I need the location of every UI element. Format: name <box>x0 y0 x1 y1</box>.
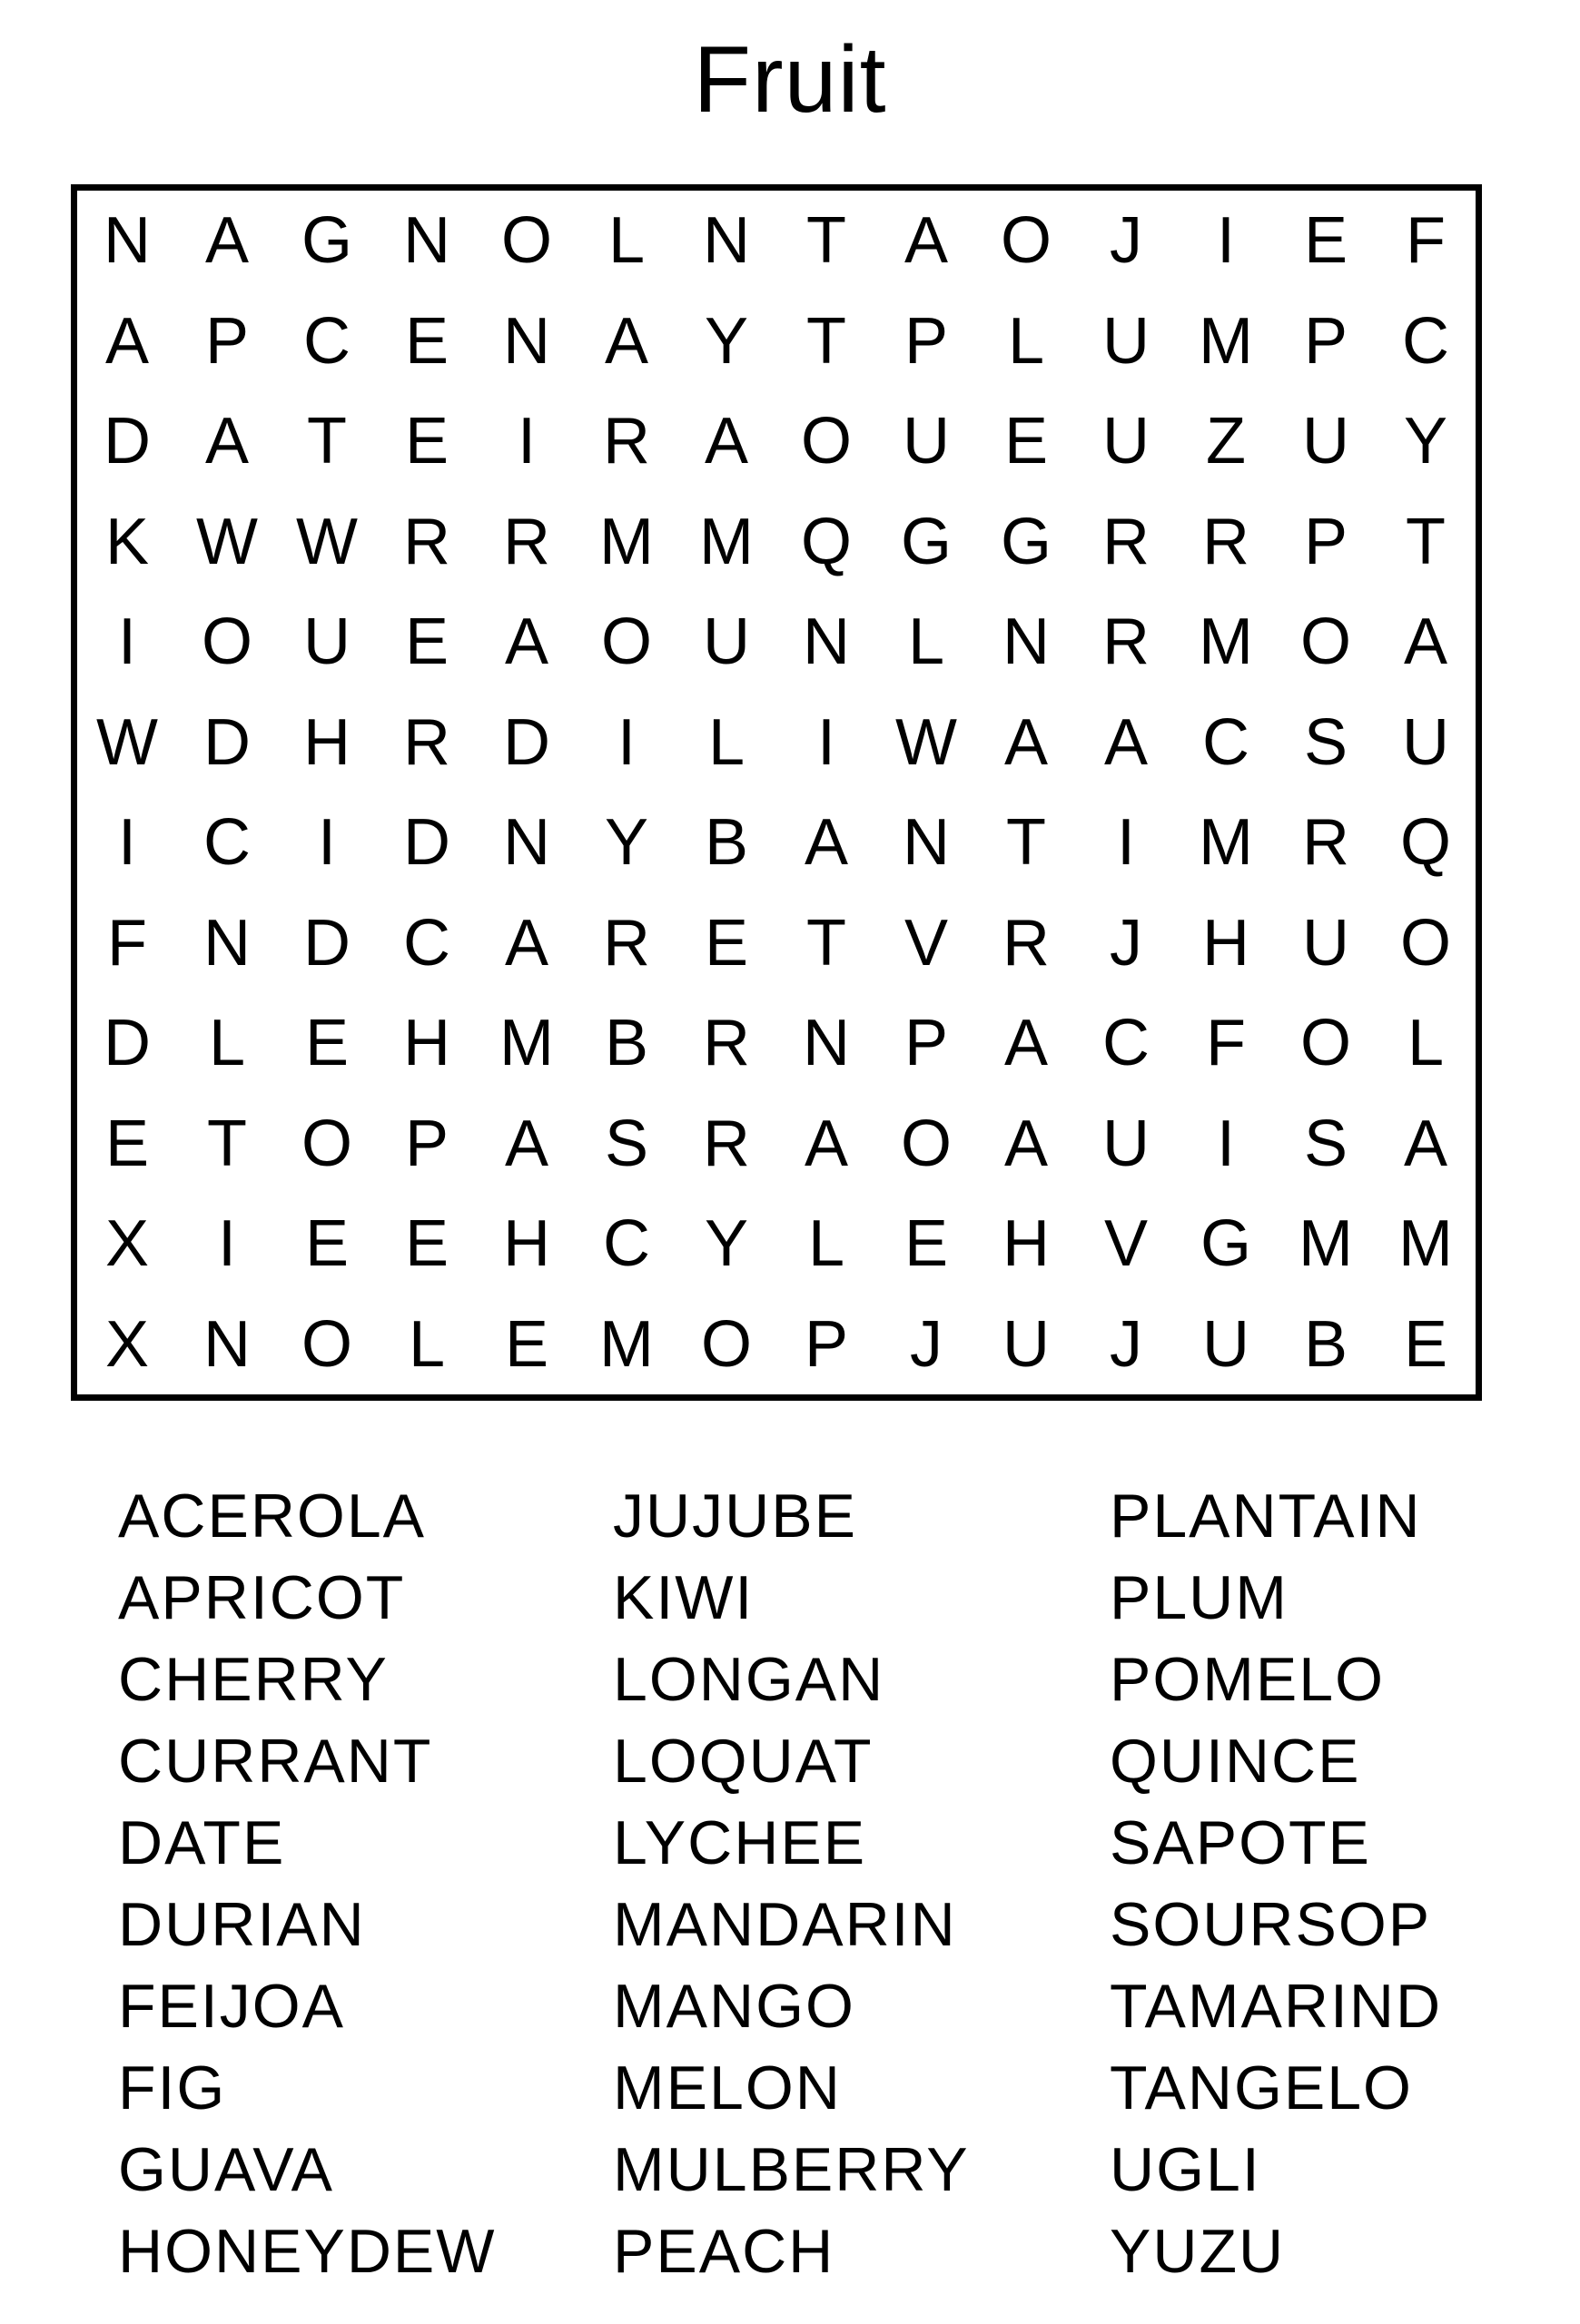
grid-cell-r3c2: A <box>204 405 250 478</box>
word-item: PLANTAIN <box>1110 1482 1422 1551</box>
grid-cell-r2c1: A <box>104 304 150 378</box>
grid-cell-r5c12: M <box>1199 606 1253 679</box>
grid-cell-r12c14: E <box>1403 1307 1448 1381</box>
grid-cell-r6c2: D <box>203 705 251 779</box>
grid-cell-r5c4: E <box>404 606 449 679</box>
grid-cell-r1c2: A <box>204 204 250 278</box>
grid-cell-r2c5: N <box>503 304 550 378</box>
grid-cell-r4c14: T <box>1406 505 1446 578</box>
grid-cell-r11c9: E <box>904 1207 949 1281</box>
grid-cell-r7c11: I <box>1116 806 1135 880</box>
grid-cell-r7c12: M <box>1199 806 1253 880</box>
word-item: CURRANT <box>118 1727 433 1796</box>
grid-cell-r2c2: P <box>204 304 250 378</box>
grid-cell-r11c7: Y <box>704 1207 749 1281</box>
grid-cell-r8c12: H <box>1202 906 1249 980</box>
grid-cell-r6c4: R <box>403 705 450 779</box>
word-item: SAPOTE <box>1110 1808 1371 1877</box>
grid-cell-r12c10: U <box>1002 1307 1050 1381</box>
grid-cell-r3c1: D <box>104 405 151 478</box>
grid-cell-r7c10: T <box>1006 806 1046 880</box>
grid-cell-r6c11: A <box>1103 705 1149 779</box>
grid-cell-r4c12: R <box>1202 505 1249 578</box>
grid-cell-r2c14: C <box>1402 304 1449 378</box>
word-list-column-3 <box>1110 1475 1442 2292</box>
grid-cell-r6c12: C <box>1202 705 1249 779</box>
grid-cell-r12c9: J <box>910 1307 943 1381</box>
word-item: SOURSOP <box>1110 1890 1432 1959</box>
word-item: APRICOT <box>118 1563 406 1632</box>
grid-cell-r10c8: A <box>804 1107 849 1180</box>
grid-cell-r9c1: D <box>104 1007 151 1080</box>
grid-cell-r6c8: I <box>816 705 835 779</box>
grid-cell-r7c1: I <box>117 806 136 880</box>
grid-cell-r5c13: O <box>1299 606 1351 679</box>
grid-cell-r3c12: Z <box>1206 405 1246 478</box>
grid-cell-r8c4: C <box>403 906 450 980</box>
grid-cell-r10c12: I <box>1216 1107 1235 1180</box>
grid-cell-r12c12: U <box>1202 1307 1249 1381</box>
grid-cell-r12c7: O <box>700 1307 752 1381</box>
grid-cell-r3c8: O <box>800 405 852 478</box>
grid-cell-r6c1: W <box>96 705 158 779</box>
grid-cell-r2c13: P <box>1303 304 1348 378</box>
grid-cell-r8c7: E <box>704 906 749 980</box>
grid-cell-r8c6: R <box>603 906 650 980</box>
grid-cell-r5c3: U <box>303 606 351 679</box>
page-title: Fruit <box>693 27 887 133</box>
grid-cell-r9c5: M <box>499 1007 554 1080</box>
grid-cell-r11c11: V <box>1103 1207 1149 1281</box>
grid-cell-r1c6: L <box>607 204 646 278</box>
grid-cell-r2c8: T <box>806 304 846 378</box>
word-item: JUJUBE <box>613 1482 857 1551</box>
grid-cell-r4c5: R <box>503 505 550 578</box>
grid-cell-r11c14: M <box>1398 1207 1453 1281</box>
grid-cell-r2c4: E <box>404 304 449 378</box>
grid-cell-r11c1: X <box>104 1207 150 1281</box>
word-item: LYCHEE <box>613 1808 867 1877</box>
grid-cell-r3c4: E <box>404 405 449 478</box>
grid-cell-r8c5: A <box>504 906 549 980</box>
grid-cell-r5c14: A <box>1403 606 1448 679</box>
grid-cell-r1c9: A <box>904 204 949 278</box>
grid-cell-r8c14: O <box>1399 906 1451 980</box>
grid-cell-r6c6: I <box>617 705 636 779</box>
grid-cell-r4c6: M <box>599 505 654 578</box>
grid-cell-r3c10: E <box>1003 405 1049 478</box>
grid-cell-r12c8: P <box>804 1307 849 1381</box>
grid-cell-r1c10: O <box>1000 204 1052 278</box>
word-item: FEIJOA <box>118 1972 346 2041</box>
grid-cell-r9c3: E <box>304 1007 350 1080</box>
word-item: UGLI <box>1110 2135 1261 2204</box>
word-item: GUAVA <box>118 2135 334 2204</box>
grid-cell-r3c6: R <box>603 405 650 478</box>
grid-cell-r7c9: N <box>903 806 950 880</box>
grid-cell-r7c3: I <box>317 806 336 880</box>
word-list-column-1 <box>118 1475 496 2292</box>
grid-cell-r1c13: E <box>1303 204 1348 278</box>
word-item: YUZU <box>1110 2217 1286 2286</box>
grid-cell-r4c13: P <box>1303 505 1348 578</box>
grid-cell-r6c10: A <box>1003 705 1049 779</box>
grid-cell-r10c9: O <box>900 1107 952 1180</box>
grid-cell-r10c5: A <box>504 1107 549 1180</box>
grid-cell-r7c6: Y <box>604 806 649 880</box>
grid-cell-r9c13: O <box>1299 1007 1351 1080</box>
grid-cell-r8c2: N <box>203 906 251 980</box>
grid-cell-r11c4: E <box>404 1207 449 1281</box>
grid-cell-r5c6: O <box>600 606 652 679</box>
grid-cell-r12c5: E <box>504 1307 549 1381</box>
word-item: MELON <box>613 2053 842 2122</box>
grid-cell-r1c12: I <box>1216 204 1235 278</box>
word-item: POMELO <box>1110 1645 1385 1714</box>
grid-cell-r7c5: N <box>503 806 550 880</box>
grid-cell-r11c2: I <box>217 1207 236 1281</box>
grid-cell-r5c5: A <box>504 606 549 679</box>
grid-cell-r10c10: A <box>1003 1107 1049 1180</box>
grid-cell-r10c3: O <box>301 1107 352 1180</box>
word-item: TANGELO <box>1110 2053 1413 2122</box>
word-item: MULBERRY <box>613 2135 970 2204</box>
grid-cell-r9c9: P <box>904 1007 949 1080</box>
grid-cell-r10c4: P <box>404 1107 449 1180</box>
grid-cell-r4c4: R <box>403 505 450 578</box>
grid-cell-r10c2: T <box>207 1107 247 1180</box>
grid-cell-r7c14: Q <box>1399 806 1451 880</box>
grid-cell-r5c2: O <box>201 606 252 679</box>
grid-cell-r12c2: N <box>203 1307 251 1381</box>
word-item: LONGAN <box>613 1645 885 1714</box>
letter-grid <box>71 184 1482 1401</box>
grid-cell-r6c5: D <box>503 705 550 779</box>
grid-cell-r10c6: S <box>604 1107 649 1180</box>
grid-cell-r10c14: A <box>1403 1107 1448 1180</box>
word-item: DURIAN <box>118 1890 366 1959</box>
grid-cell-r12c4: L <box>408 1307 446 1381</box>
word-item: CHERRY <box>118 1645 389 1714</box>
grid-cell-r1c8: T <box>806 204 846 278</box>
grid-cell-r1c14: F <box>1406 204 1446 278</box>
grid-cell-r8c11: J <box>1110 906 1142 980</box>
grid-cell-r8c8: T <box>806 906 846 980</box>
grid-cell-r9c10: A <box>1003 1007 1049 1080</box>
grid-cell-r6c7: L <box>707 705 746 779</box>
grid-cell-r2c12: M <box>1199 304 1253 378</box>
grid-cell-r12c3: O <box>301 1307 352 1381</box>
grid-cell-r7c13: R <box>1302 806 1349 880</box>
grid-cell-r1c5: O <box>500 204 552 278</box>
grid-cell-r9c14: L <box>1407 1007 1445 1080</box>
grid-cell-r3c11: U <box>1102 405 1150 478</box>
grid-cell-r1c4: N <box>403 204 450 278</box>
grid-cell-r10c13: S <box>1303 1107 1348 1180</box>
grid-cell-r10c7: R <box>703 1107 750 1180</box>
grid-cell-r7c4: D <box>403 806 450 880</box>
grid-cell-r8c9: V <box>904 906 949 980</box>
word-item: LOQUAT <box>613 1727 874 1796</box>
grid-cell-r1c7: N <box>703 204 750 278</box>
grid-cell-r10c1: E <box>104 1107 150 1180</box>
grid-cell-r11c3: E <box>304 1207 350 1281</box>
grid-cell-r11c6: C <box>603 1207 650 1281</box>
word-list-column-2 <box>613 1475 970 2292</box>
word-list <box>0 1475 1580 2324</box>
grid-cell-r4c8: Q <box>800 505 852 578</box>
grid-cell-r9c6: B <box>604 1007 649 1080</box>
grid-cell-r9c12: F <box>1206 1007 1246 1080</box>
grid-cell-r8c13: U <box>1302 906 1349 980</box>
grid-cell-r2c10: L <box>1007 304 1045 378</box>
word-item: QUINCE <box>1110 1727 1361 1796</box>
grid-cell-r11c5: H <box>503 1207 550 1281</box>
grid-cell-r3c3: T <box>307 405 347 478</box>
grid-cell-r2c7: Y <box>704 304 749 378</box>
grid-cell-r5c8: N <box>803 606 850 679</box>
grid-cell-r6c13: S <box>1303 705 1348 779</box>
grid-cell-r11c12: G <box>1200 1207 1251 1281</box>
word-item: PLUM <box>1110 1563 1289 1632</box>
word-item: HONEYDEW <box>118 2217 497 2286</box>
grid-cell-r11c8: L <box>807 1207 845 1281</box>
grid-cell-r6c14: U <box>1402 705 1449 779</box>
grid-cell-r1c11: J <box>1110 204 1142 278</box>
grid-cell-r8c3: D <box>303 906 351 980</box>
grid-cell-r4c2: W <box>196 505 258 578</box>
grid-cell-r5c7: U <box>703 606 750 679</box>
grid-cell-r5c11: R <box>1102 606 1150 679</box>
grid-cell-r4c7: M <box>699 505 754 578</box>
grid-cell-r5c10: N <box>1002 606 1050 679</box>
grid-cell-r3c9: U <box>903 405 950 478</box>
grid-cell-r5c1: I <box>117 606 136 679</box>
grid-cell-r11c10: H <box>1002 1207 1050 1281</box>
grid-cell-r4c3: W <box>296 505 358 578</box>
word-item: TAMARIND <box>1110 1972 1443 2041</box>
grid-cell-r7c7: B <box>704 806 749 880</box>
word-item: FIG <box>118 2053 227 2122</box>
grid-cell-r2c11: U <box>1102 304 1150 378</box>
grid-cell-r3c14: Y <box>1403 405 1448 478</box>
word-item: MANGO <box>613 1972 855 2041</box>
word-item: ACEROLA <box>118 1482 426 1551</box>
grid-cell-r6c3: H <box>303 705 351 779</box>
grid-cell-r12c13: B <box>1303 1307 1348 1381</box>
grid-cell-r5c9: L <box>907 606 945 679</box>
grid-cell-r10c11: U <box>1102 1107 1150 1180</box>
grid-cell-r11c13: M <box>1299 1207 1353 1281</box>
grid-cell-r7c8: A <box>804 806 849 880</box>
grid-cell-r8c10: R <box>1002 906 1050 980</box>
grid-cell-r1c3: G <box>301 204 352 278</box>
grid-cell-r2c3: C <box>303 304 351 378</box>
grid-cell-r9c4: H <box>403 1007 450 1080</box>
grid-cell-r4c11: R <box>1102 505 1150 578</box>
grid-cell-r7c2: C <box>203 806 251 880</box>
grid-cell-r1c1: N <box>104 204 151 278</box>
grid-cell-r12c11: J <box>1110 1307 1142 1381</box>
word-item: MANDARIN <box>613 1890 957 1959</box>
grid-cell-r2c6: A <box>604 304 649 378</box>
word-item: PEACH <box>613 2217 835 2286</box>
grid-cell-r4c1: K <box>104 505 150 578</box>
grid-cell-r4c10: G <box>1000 505 1052 578</box>
grid-cell-r3c5: I <box>517 405 536 478</box>
grid-cell-r3c13: U <box>1302 405 1349 478</box>
grid-cell-r6c9: W <box>895 705 957 779</box>
word-item: KIWI <box>613 1563 755 1632</box>
grid-cell-r9c2: L <box>208 1007 246 1080</box>
grid-cell-r9c11: C <box>1102 1007 1150 1080</box>
grid-cell-r8c1: F <box>107 906 147 980</box>
grid-cell-r4c9: G <box>900 505 952 578</box>
grid-cell-r12c1: X <box>104 1307 150 1381</box>
word-item: DATE <box>118 1808 286 1877</box>
grid-cell-r9c7: R <box>703 1007 750 1080</box>
grid-cell-r3c7: A <box>704 405 749 478</box>
grid-cell-r9c8: N <box>803 1007 850 1080</box>
grid-cell-r2c9: P <box>904 304 949 378</box>
grid-cell-r12c6: M <box>599 1307 654 1381</box>
